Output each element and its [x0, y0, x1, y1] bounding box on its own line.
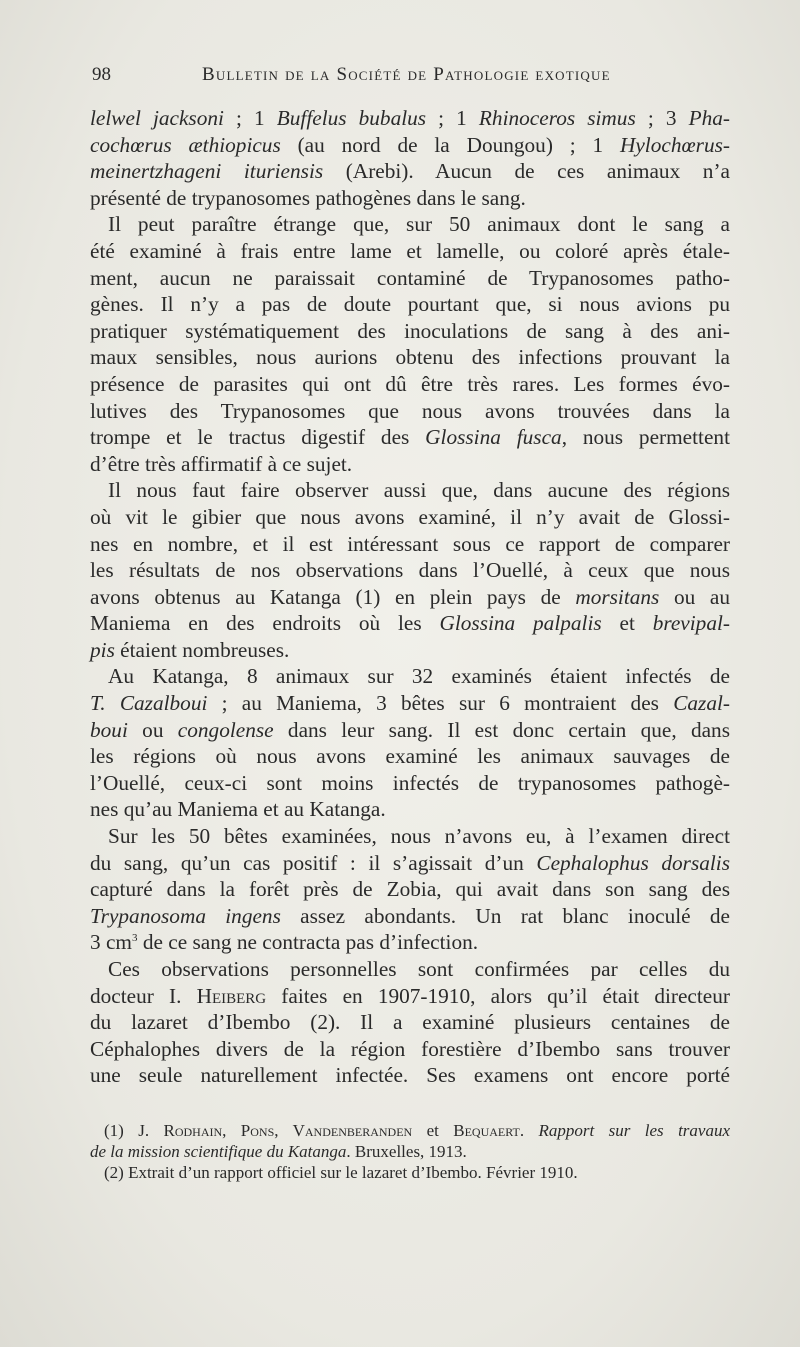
text-segment: les régions où nous avons examiné les animaux sauvages de	[90, 744, 730, 769]
text-segment: trompe et le tractus digestif des	[90, 425, 426, 450]
text-line	[90, 823, 730, 850]
text-segment: Maniema en des endroits où les	[90, 611, 440, 636]
text-line	[90, 850, 730, 877]
italic-text: boui	[90, 717, 128, 742]
text-line	[90, 610, 730, 637]
italic-text: pis	[90, 637, 115, 662]
text-line	[90, 105, 730, 132]
text-segment: Rodhain, Pons, Vandenberanden	[163, 1121, 413, 1140]
text-line	[90, 424, 730, 451]
text-segment: Céphalophes divers de la région forestière d’Ibembo sans trouver	[90, 1036, 730, 1061]
text-segment: Ces observations personnelles sont confirmées par celles du	[108, 957, 730, 981]
text-line	[90, 398, 730, 425]
text-segment: ; 3	[635, 106, 689, 130]
text-segment: étaient nombreuses.	[114, 637, 290, 662]
text-line	[90, 132, 730, 159]
page-header	[92, 64, 732, 92]
italic-text: meinertzhageni ituriensis	[90, 159, 324, 184]
text-segment: , nous permettent	[561, 425, 730, 450]
text-segment: Au Katanga, 8 animaux sur 32 examinés étaient infectés de	[108, 664, 730, 689]
italic-text: brevipal-	[652, 611, 730, 636]
text-segment: capturé dans la forêt près de Zobia, qui avait dans son sang des	[90, 877, 730, 902]
italic-text: Trypanosoma ingens	[90, 903, 281, 928]
text-line	[90, 770, 730, 797]
running-title: Bulletin de la Société de Pathologie exotique	[202, 64, 611, 85]
text-segment: Il peut paraître étrange que, sur 50 animaux dont le sang a	[108, 212, 730, 237]
text-line	[90, 185, 730, 212]
text-line	[90, 451, 730, 478]
text-segment: docteur I.	[90, 983, 197, 1008]
text-line	[90, 291, 730, 318]
text-segment: d’être très affirmatif à ce sujet.	[90, 451, 353, 476]
text-line	[90, 743, 730, 770]
text-line	[90, 690, 730, 717]
text-segment: de ce sang ne contracta pas d’infection.	[137, 930, 479, 955]
footnote-line	[90, 1162, 730, 1183]
text-segment: et	[601, 611, 653, 636]
text-line	[90, 663, 730, 690]
italic-text: lelwel jacksoni	[90, 106, 224, 130]
page-number: 98	[92, 64, 111, 85]
text-segment: été examiné à frais entre lame et lamelle, ou coloré après étale-	[90, 238, 730, 263]
text-line	[90, 903, 730, 930]
text-line	[90, 504, 730, 531]
text-segment: Il nous faut faire observer aussi que, dans aucune des régions	[108, 478, 730, 503]
text-segment: dans leur sang. Il est donc certain que, dans	[273, 717, 730, 742]
text-segment: du sang, qu’un cas positif : il s’agissait d’un	[90, 850, 537, 875]
text-segment: Bequaert	[453, 1121, 520, 1140]
italic-text: Hylochœrus-	[619, 132, 730, 157]
italic-text: Cephalophus dorsalis	[536, 850, 730, 875]
italic-text: Cazal-	[673, 691, 730, 716]
text-segment: ment, aucun ne paraissait contaminé de Trypanosomes patho-	[90, 265, 730, 290]
text-line	[90, 318, 730, 345]
text-segment: ; au Maniema, 3 bêtes sur 6 montraient des	[207, 691, 674, 716]
text-segment: (au nord de la Doungou) ; 1	[280, 132, 620, 157]
italic-text: Buffelus bubalus	[276, 106, 427, 130]
text-segment: lutives des Trypanosomes que nous avons trouvées dans la	[90, 398, 730, 423]
italic-text: de la mission scientifique du Katanga	[90, 1142, 347, 1161]
text-segment: présence de parasites qui ont dû être très rares. Les formes évo-	[90, 371, 730, 396]
text-segment: assez abondants. Un rat blanc inoculé de	[280, 903, 730, 928]
text-line	[90, 637, 730, 664]
text-segment: nes qu’au Maniema et au Katanga.	[90, 797, 386, 822]
footnote-line	[90, 1141, 730, 1162]
text-segment: ou	[127, 717, 178, 742]
italic-text: morsitans	[575, 584, 660, 609]
footnote-line	[90, 1120, 730, 1141]
italic-text: cochœrus æthiopicus	[90, 132, 281, 157]
text-segment: les résultats de nos observations dans l’Ouellé, à ceux que nous	[90, 558, 730, 583]
text-segment: gènes. Il n’y a pas de doute pourtant que, si nous avions pu	[90, 292, 730, 317]
text-segment: (2) Extrait d’un rapport officiel sur le lazaret d’Ibembo. Février 1910.	[104, 1163, 578, 1182]
text-segment: Heiberg	[196, 983, 267, 1008]
text-line	[90, 265, 730, 292]
text-segment: présenté de trypanosomes pathogènes dans le sang.	[90, 185, 526, 210]
text-segment: . Bruxelles, 1913.	[346, 1142, 467, 1161]
text-segment: et	[412, 1121, 454, 1140]
text-segment: .	[519, 1121, 539, 1140]
text-line	[90, 1062, 730, 1089]
text-line	[90, 929, 730, 956]
text-line	[90, 796, 730, 823]
text-line	[90, 158, 730, 185]
italic-text: Glossina fusca	[425, 425, 562, 450]
italic-text: T. Cazalboui	[90, 691, 208, 716]
text-segment: une seule naturellement infectée. Ses examens ont encore porté	[90, 1063, 730, 1088]
text-line	[90, 983, 730, 1010]
text-segment: où vit le gibier que nous avons examiné, il n’y avait de Glossi-	[90, 504, 730, 529]
text-segment: maux sensibles, nous aurions obtenu des infections prouvant la	[90, 345, 730, 370]
text-segment: (1) J.	[104, 1121, 164, 1140]
text-line	[90, 557, 730, 584]
italic-text: Rhinoceros simus	[478, 106, 636, 130]
text-segment: 3 cm	[90, 930, 132, 955]
footnotes	[90, 1120, 730, 1183]
italic-text: Glossina palpalis	[439, 611, 602, 636]
body-text	[90, 105, 730, 1089]
superscript: 3	[132, 932, 138, 945]
italic-text: Pha-	[688, 106, 730, 130]
text-segment: ; 1	[223, 106, 277, 130]
text-segment: pratiquer systématiquement des inoculations de sang à des ani-	[90, 318, 730, 343]
text-line	[90, 717, 730, 744]
text-segment: l’Ouellé, ceux-ci sont moins infectés de trypanosomes pathogè-	[90, 770, 730, 795]
text-segment: ou au	[659, 584, 730, 609]
text-line	[90, 956, 730, 983]
text-line	[90, 238, 730, 265]
text-line	[90, 371, 730, 398]
text-line	[90, 1009, 730, 1036]
text-segment: faites en 1907-1910, alors qu’il était directeur	[266, 983, 730, 1008]
text-line	[90, 876, 730, 903]
text-segment: avons obtenus au Katanga (1) en plein pays de	[90, 584, 576, 609]
text-line	[90, 344, 730, 371]
text-segment: nes en nombre, et il est intéressant sous ce rapport de comparer	[90, 531, 730, 556]
text-line	[90, 211, 730, 238]
text-segment: du lazaret d’Ibembo (2). Il a examiné plusieurs centaines de	[90, 1010, 730, 1035]
text-segment: (Arebi). Aucun de ces animaux n’a	[323, 159, 730, 184]
text-line	[90, 477, 730, 504]
italic-text: Rapport sur les travaux	[538, 1121, 730, 1140]
italic-text: congolense	[177, 717, 274, 742]
text-segment: ; 1	[426, 106, 479, 130]
text-line	[90, 531, 730, 558]
text-line	[90, 584, 730, 611]
text-line	[90, 1036, 730, 1063]
text-segment: Sur les 50 bêtes examinées, nous n’avons eu, à l’examen direct	[108, 824, 730, 849]
